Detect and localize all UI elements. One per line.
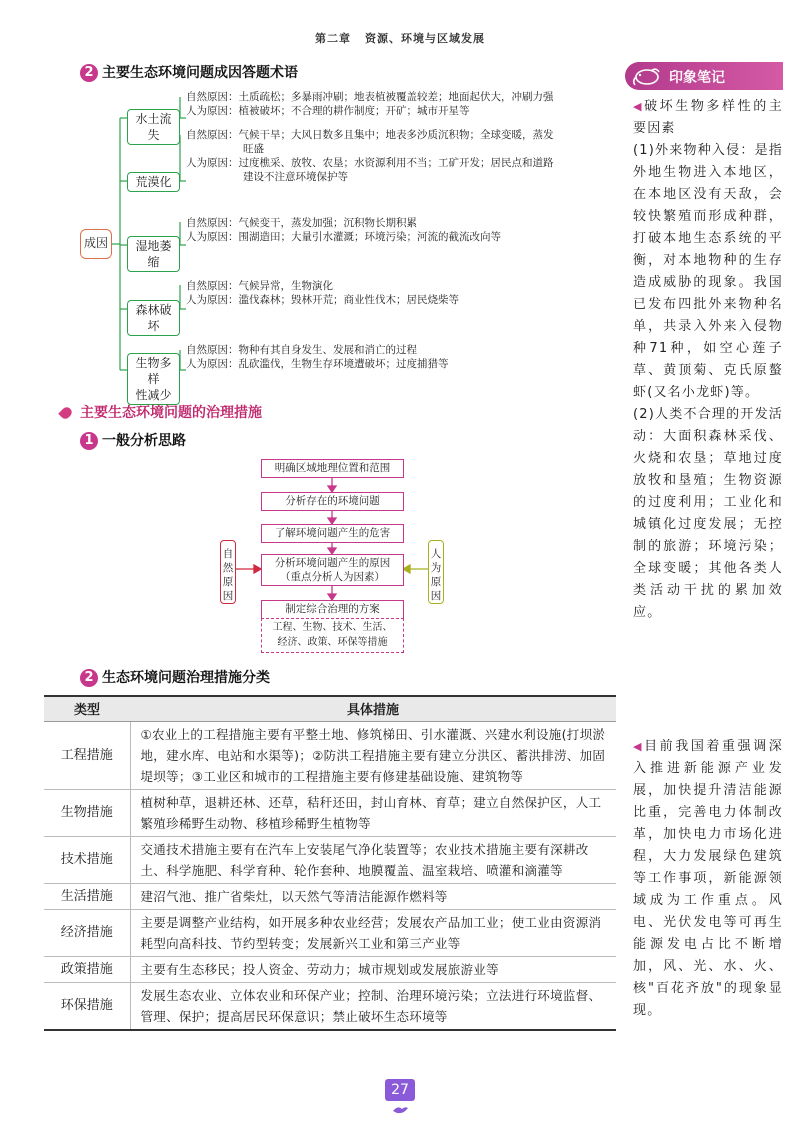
detail-forest-destruction: [186, 279, 571, 307]
detail-line: 人为原因：滥伐森林；毁林开荒；商业性伐木；居民烧柴等: [186, 294, 459, 306]
table-row: [44, 883, 616, 909]
table-header-detail: 具体措施: [130, 696, 616, 721]
section-number: 2: [80, 669, 98, 687]
sidebar-title-banner: [625, 62, 783, 90]
note1-paragraph-2: (2)人类不合理的开发活动：大面积森林采伐、火烧和农垦；草地过度放牧和垦殖；生物资源的过度利用；工业化和城镇化过度发展；无控制的旅游；环境污染；全球变暖；其他各类人类活动干扰的累加效应。: [633, 407, 783, 620]
detail-biodiversity-loss: [186, 343, 571, 371]
table-header-type: 类型: [44, 696, 130, 721]
detail-soil-erosion: [186, 90, 571, 118]
section-heading-analysis: [80, 430, 186, 450]
note2-text: 目前我国着重强调深入推进新能源产业发展，加快提升清洁能源比重，完善电力体制改革，加快电力市场化进程，大力发展绿色建筑等工作事项，新能源领域成为工作重点。风电、光伏发电等可再生能源发电占比不断增加，风、光、水、火、核"百花齐放"的现象显现。: [633, 739, 783, 1018]
table-row: [44, 982, 616, 1030]
flow-step-4-line-1: 分析环境问题产生的原因: [274, 557, 391, 569]
row-detail: 交通技术措施主要有在汽车上安装尾气净化装置等；农业技术措施主要有深耕改土、科学施肥、科学育种、轮作套种、地膜覆盖、温室栽培、喷灌和滴灌等: [130, 836, 616, 883]
section-heading-classification: [80, 667, 270, 687]
triangle-marker-icon: ◀: [633, 100, 645, 113]
row-type: 技术措施: [44, 836, 130, 883]
section-title: 生态环境问题治理措施分类: [102, 670, 270, 686]
measures-table: [44, 695, 616, 1031]
detail-line: 自然原因：气候干旱；大风日数多且集中；地表多沙质沉积物；全球变暖，蒸发: [186, 129, 554, 141]
leaf-bullet-icon: [58, 405, 74, 421]
detail-line: 自然原因：气候变干，蒸发加强；沉积物长期积累: [186, 217, 417, 229]
flow-natural-causes: 自然原因: [220, 540, 236, 604]
row-type: 生活措施: [44, 883, 130, 909]
elephant-icon: [631, 65, 663, 87]
detail-line: 人为原因：乱砍滥伐，生物生存环境遭破坏；过度捕猎等: [186, 358, 449, 370]
cause-biodiversity-loss: [127, 353, 180, 405]
chapter-label: 第二章: [315, 32, 351, 45]
row-detail: 植树种草，退耕还林、还草，秸秆还田，封山育林、育草；建立自然保护区，人工繁殖珍稀野生动物、移植珍稀野生植物等: [130, 789, 616, 836]
detail-line: 人为原因：围湖造田；大量引水灌溉；环境污染；河流的截流改向等: [186, 231, 501, 243]
flow-step-1: 明确区域地理位置和范围: [261, 459, 404, 478]
flow-step-5-measures: [261, 618, 404, 653]
detail-line: 自然原因：土质疏松；多暴雨冲刷；地表植被覆盖较差；地面起伏大，冲刷力强: [186, 91, 554, 103]
section-title: 主要生态环境问题成因答题术语: [102, 65, 298, 81]
triangle-marker-icon: ◀: [633, 740, 645, 753]
cause-desertification: 荒漠化: [127, 172, 180, 192]
row-detail: ①农业上的工程措施主要有平整土地、修筑梯田、引水灌溉、兴建水利设施(打坝淤地，建水库、电站和水渠等)；②防洪工程措施主要有建立分洪区、蓄洪排涝、加固堤坝等；③工业区和城市的工程措施主要有修建基础设施、建筑物等: [130, 721, 616, 789]
detail-line: 人为原因：过度樵采、放牧、农垦；水资源利用不当；工矿开发；居民点和道路: [186, 157, 554, 169]
row-detail: 发展生态农业、立体农业和环保产业；控制、治理环境污染；立法进行环境监督、管理、保护；提高居民环保意识；禁止破坏生态环境等: [130, 982, 616, 1030]
row-detail: 主要是调整产业结构，如开展多种农业经营；发展农产品加工业；使工业由资源消耗型向高科技、节约型转变；发展新兴工业和第三产业等: [130, 909, 616, 956]
bird-icon: [391, 1103, 409, 1115]
sidebar-note-biodiversity: [633, 96, 783, 624]
row-type: 政策措施: [44, 956, 130, 982]
flow-step-5: 制定综合治理的方案: [261, 600, 404, 619]
section-number: 1: [80, 432, 98, 450]
table-row: [44, 789, 616, 836]
table-row: [44, 721, 616, 789]
detail-wetland-shrinkage: [186, 216, 571, 244]
section-number: 2: [80, 64, 98, 82]
cause-forest-destruction: 森林破坏: [127, 300, 180, 336]
flow-measures-line-2: 经济、政策、环保等措施: [277, 637, 388, 648]
table-header-row: [44, 696, 616, 721]
detail-line: 自然原因：气候异常，生物演化: [186, 280, 333, 292]
flow-human-causes: 人为原因: [428, 540, 444, 604]
section-heading-causes: [80, 62, 298, 82]
row-type: 环保措施: [44, 982, 130, 1030]
row-type: 工程措施: [44, 721, 130, 789]
row-type: 生物措施: [44, 789, 130, 836]
note1-title: 破坏生物多样性的主要因素: [633, 99, 783, 136]
detail-desertification: [186, 128, 571, 184]
cause-wetland-shrinkage: 湿地萎缩: [127, 236, 180, 272]
detail-line: 自然原因：物种有其自身发生、发展和消亡的过程: [186, 344, 417, 356]
sidebar-title: 印象笔记: [669, 70, 725, 86]
sidebar-note-energy: [633, 736, 783, 1022]
detail-line: 建设不注意环境保护等: [243, 171, 348, 183]
page-header: [0, 30, 800, 46]
flow-step-4-line-2: （重点分析人为因素）: [280, 571, 385, 583]
flow-step-3: 了解环境问题产生的危害: [261, 524, 404, 543]
table-row: [44, 956, 616, 982]
table-row: [44, 909, 616, 956]
detail-line: 人为原因：植被破坏；不合理的耕作制度；开矿；城市开星等: [186, 105, 470, 117]
section-main-title: 主要生态环境问题的治理措施: [80, 405, 262, 421]
table-row: [44, 836, 616, 883]
row-type: 经济措施: [44, 909, 130, 956]
cause-biodiversity-label-2: 性减少: [135, 388, 172, 402]
section-title: 一般分析思路: [102, 433, 186, 449]
chapter-title: 资源、环境与区域发展: [365, 32, 485, 45]
section-heading-measures: [60, 402, 262, 422]
row-detail: 建沼气池、推广省柴灶，以天然气等清洁能源作燃料等: [130, 883, 616, 909]
mindmap-root: 成因: [80, 229, 112, 259]
page-number: 27: [385, 1079, 415, 1101]
row-detail: 主要有生态移民；投人资金、劳动力；城市规划或发展旅游业等: [130, 956, 616, 982]
detail-line: 旺盛: [243, 143, 264, 155]
note1-paragraph-1: (1)外来物种入侵：是指外地生物进入本地区，在本地区没有天敌，会较快繁殖而形成种群，打破本地生态系统的平衡，对本地物种的生存造成威胁的现象。我国已发布四批外来物种名单，共录入外来入侵物种71种，如空心莲子草、黄顶菊、克氏原螯虾(又名小龙虾)等。: [633, 143, 783, 400]
flow-measures-line-1: 工程、生物、技术、生活、: [272, 622, 393, 633]
cause-biodiversity-label-1: 生物多样: [135, 356, 172, 386]
flow-step-4: [261, 554, 404, 586]
cause-soil-erosion: 水土流失: [127, 109, 180, 145]
flow-step-2: 分析存在的环境问题: [261, 492, 404, 511]
